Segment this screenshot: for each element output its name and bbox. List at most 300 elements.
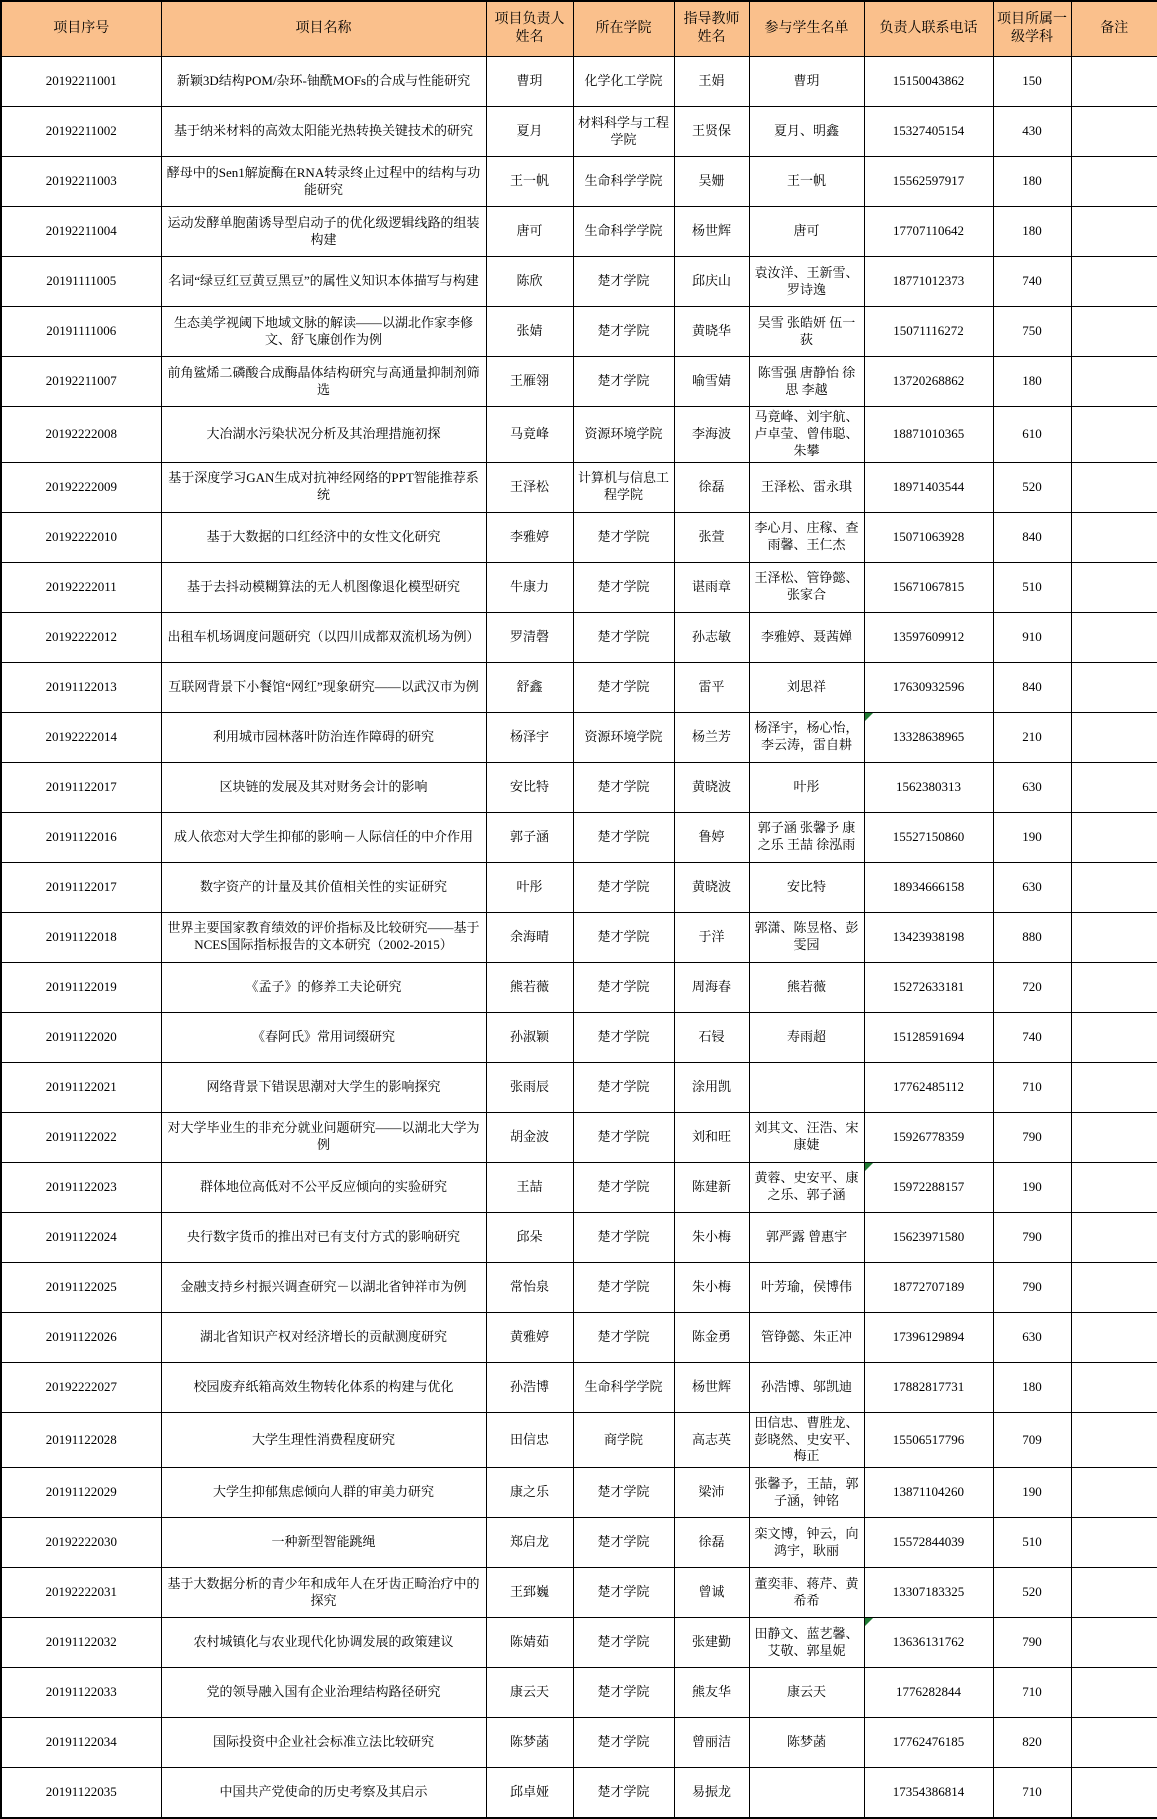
cell-text: 15572844039 bbox=[892, 1534, 965, 1550]
cell-teacher bbox=[674, 307, 749, 357]
cell-text: 17762476185 bbox=[892, 1734, 965, 1750]
cell-discipline bbox=[993, 57, 1071, 107]
cell-leader bbox=[486, 157, 573, 207]
cell-remark bbox=[1071, 1618, 1157, 1668]
cell-text: 190 bbox=[1022, 1484, 1042, 1500]
table-row bbox=[1, 1568, 1157, 1618]
cell-students bbox=[749, 612, 864, 662]
cell-text: 李海波 bbox=[691, 425, 731, 441]
cell-leader bbox=[486, 712, 573, 762]
table-row bbox=[1, 1668, 1157, 1718]
cell-text: 名词“绿豆红豆黄豆黑豆”的属性义知识本体描写与构建 bbox=[168, 273, 479, 289]
cell-name bbox=[161, 1012, 486, 1062]
cell-remark bbox=[1071, 57, 1157, 107]
cell-college bbox=[573, 1518, 674, 1568]
cell-college bbox=[573, 107, 674, 157]
cell-text: 790 bbox=[1022, 1634, 1042, 1650]
cell-seq bbox=[1, 1162, 161, 1212]
table-row bbox=[1, 1618, 1157, 1668]
cell-text: 基于深度学习GAN生成对抗神经网络的PPT智能推荐系统 bbox=[168, 470, 479, 503]
cell-students bbox=[749, 1162, 864, 1212]
table-row bbox=[1, 562, 1157, 612]
cell-discipline bbox=[993, 462, 1071, 512]
cell-teacher bbox=[674, 462, 749, 512]
cell-text: 20191111005 bbox=[46, 273, 117, 289]
cell-name bbox=[161, 662, 486, 712]
cell-text: 寿雨超 bbox=[786, 1028, 826, 1044]
cell-remark bbox=[1071, 712, 1157, 762]
cell-text: 资源环境学院 bbox=[584, 728, 663, 744]
cell-text: 790 bbox=[1022, 1228, 1042, 1244]
cell-text: 鲁婷 bbox=[698, 828, 725, 844]
cell-text: 13328638965 bbox=[892, 728, 965, 744]
cell-text: 王喆 bbox=[516, 1178, 543, 1194]
cell-teacher bbox=[674, 407, 749, 463]
cell-text: 数字资产的计量及其价值相关性的实证研究 bbox=[199, 878, 447, 894]
cell-text: 基于纳米材料的高效太阳能光热转换关键技术的研究 bbox=[173, 123, 473, 139]
cell-leader bbox=[486, 107, 573, 157]
cell-text: 《孟子》的修养工夫论研究 bbox=[245, 978, 402, 994]
cell-text: 互联网背景下小餐馆“网红”现象研究——以武汉市为例 bbox=[168, 678, 479, 694]
cell-text: 叶彤 bbox=[516, 878, 543, 894]
cell-phone bbox=[864, 1312, 993, 1362]
cell-text: 生命科学学院 bbox=[584, 1378, 663, 1394]
cell-text: 王贤保 bbox=[691, 123, 731, 139]
cell-text: 于洋 bbox=[698, 928, 725, 944]
cell-text: 易振龙 bbox=[691, 1784, 731, 1800]
cell-discipline bbox=[993, 407, 1071, 463]
cell-seq bbox=[1, 307, 161, 357]
cell-text: 张雨辰 bbox=[509, 1078, 549, 1094]
cell-text: 杨世辉 bbox=[691, 223, 731, 239]
cell-text: 790 bbox=[1022, 1128, 1042, 1144]
cell-text: 管铮懿、朱正冲 bbox=[760, 1328, 852, 1344]
cell-remark bbox=[1071, 157, 1157, 207]
cell-seq bbox=[1, 57, 161, 107]
cell-text: 新颖3D结构POM/杂环-铀酰MOFs的合成与性能研究 bbox=[176, 73, 471, 89]
cell-remark bbox=[1071, 1062, 1157, 1112]
cell-discipline bbox=[993, 1112, 1071, 1162]
cell-text: 20191122017 bbox=[45, 878, 117, 894]
cell-students bbox=[749, 1718, 864, 1768]
table-row bbox=[1, 107, 1157, 157]
cell-phone bbox=[864, 1668, 993, 1718]
cell-students bbox=[749, 662, 864, 712]
cell-text: 生命科学学院 bbox=[584, 223, 663, 239]
cell-remark bbox=[1071, 512, 1157, 562]
cell-text: 710 bbox=[1022, 1784, 1042, 1800]
cell-text: 网络背景下错误思潮对大学生的影响探究 bbox=[206, 1078, 441, 1094]
table-row bbox=[1, 962, 1157, 1012]
cell-seq bbox=[1, 157, 161, 207]
cell-leader bbox=[486, 562, 573, 612]
error-indicator-triangle-icon bbox=[865, 1618, 873, 1626]
table-row bbox=[1, 357, 1157, 407]
cell-text: 610 bbox=[1022, 425, 1042, 441]
cell-text: 国际投资中企业社会标准立法比较研究 bbox=[212, 1734, 434, 1750]
cell-students bbox=[749, 1668, 864, 1718]
cell-students bbox=[749, 912, 864, 962]
cell-text: 20192211004 bbox=[45, 223, 117, 239]
cell-text: 利用城市园林落叶防治连作障碍的研究 bbox=[212, 728, 434, 744]
cell-phone bbox=[864, 1162, 993, 1212]
cell-college bbox=[573, 1618, 674, 1668]
cell-text: 常怡泉 bbox=[509, 1278, 549, 1294]
cell-text: 金融支持乡村振兴调查研究－以湖北省钟祥市为例 bbox=[180, 1278, 467, 1294]
cell-text: 曾诚 bbox=[698, 1584, 725, 1600]
cell-phone bbox=[864, 1718, 993, 1768]
cell-text: 20191122019 bbox=[45, 978, 117, 994]
cell-text: 20191122035 bbox=[45, 1784, 117, 1800]
cell-discipline bbox=[993, 1718, 1071, 1768]
cell-name bbox=[161, 712, 486, 762]
cell-phone bbox=[864, 912, 993, 962]
cell-teacher bbox=[674, 1212, 749, 1262]
cell-remark bbox=[1071, 1312, 1157, 1362]
cell-text: 对大学毕业生的非充分就业问题研究——以湖北大学为例 bbox=[167, 1120, 480, 1153]
cell-phone bbox=[864, 962, 993, 1012]
table-row bbox=[1, 762, 1157, 812]
cell-teacher bbox=[674, 207, 749, 257]
cell-text: 17354386814 bbox=[892, 1784, 965, 1800]
cell-text: 楚才学院 bbox=[597, 1684, 650, 1700]
cell-text: 朱小梅 bbox=[691, 1228, 731, 1244]
cell-leader bbox=[486, 1012, 573, 1062]
table-row bbox=[1, 1012, 1157, 1062]
cell-phone bbox=[864, 1112, 993, 1162]
cell-students bbox=[749, 1312, 864, 1362]
cell-text: 20192222010 bbox=[45, 528, 117, 544]
cell-remark bbox=[1071, 307, 1157, 357]
cell-name bbox=[161, 1212, 486, 1262]
cell-text: 材料科学与工程学院 bbox=[577, 114, 669, 147]
cell-leader bbox=[486, 1468, 573, 1518]
cell-text: 大冶湖水污染状况分析及其治理措施初探 bbox=[206, 425, 441, 441]
cell-seq bbox=[1, 1112, 161, 1162]
cell-students bbox=[749, 307, 864, 357]
cell-text: 17630932596 bbox=[892, 678, 965, 694]
cell-seq bbox=[1, 812, 161, 862]
cell-text: 楚才学院 bbox=[597, 1328, 650, 1344]
cell-phone bbox=[864, 257, 993, 307]
cell-text: 中国共产党使命的历史考察及其启示 bbox=[219, 1784, 428, 1800]
cell-text: 180 bbox=[1022, 373, 1042, 389]
cell-text: 20192222027 bbox=[45, 1378, 117, 1394]
cell-phone bbox=[864, 157, 993, 207]
cell-text: 基于大数据分析的青少年和成年人在牙齿正畸治疗中的探究 bbox=[167, 1575, 480, 1608]
cell-text: 雷平 bbox=[698, 678, 725, 694]
cell-seq bbox=[1, 1768, 161, 1818]
cell-students bbox=[749, 107, 864, 157]
table-row bbox=[1, 1262, 1157, 1312]
table-row bbox=[1, 712, 1157, 762]
cell-students bbox=[749, 462, 864, 512]
cell-leader bbox=[486, 1518, 573, 1568]
cell-discipline bbox=[993, 1412, 1071, 1468]
cell-text: 王郅巍 bbox=[509, 1584, 549, 1600]
cell-leader bbox=[486, 57, 573, 107]
cell-text: 牛康力 bbox=[509, 578, 549, 594]
cell-text: 夏月、明鑫 bbox=[773, 123, 839, 139]
cell-phone bbox=[864, 812, 993, 862]
cell-name bbox=[161, 107, 486, 157]
cell-text: 18771012373 bbox=[892, 273, 965, 289]
cell-remark bbox=[1071, 912, 1157, 962]
cell-discipline bbox=[993, 157, 1071, 207]
cell-teacher bbox=[674, 612, 749, 662]
cell-text: 630 bbox=[1022, 1328, 1042, 1344]
cell-college bbox=[573, 662, 674, 712]
cell-college bbox=[573, 962, 674, 1012]
cell-text: 630 bbox=[1022, 778, 1042, 794]
cell-teacher bbox=[674, 712, 749, 762]
cell-text: 15671067815 bbox=[892, 578, 965, 594]
cell-text: 邱朵 bbox=[516, 1228, 543, 1244]
cell-teacher bbox=[674, 1618, 749, 1668]
cell-text: 190 bbox=[1022, 1178, 1042, 1194]
cell-text: 陈梦菡 bbox=[509, 1734, 549, 1750]
cell-remark bbox=[1071, 1518, 1157, 1568]
cell-remark bbox=[1071, 207, 1157, 257]
cell-name bbox=[161, 562, 486, 612]
cell-text: 20191122017 bbox=[45, 778, 117, 794]
cell-name bbox=[161, 512, 486, 562]
cell-name bbox=[161, 962, 486, 1012]
cell-teacher bbox=[674, 1568, 749, 1618]
cell-text: 朱小梅 bbox=[691, 1278, 731, 1294]
cell-leader bbox=[486, 1668, 573, 1718]
cell-students bbox=[749, 1212, 864, 1262]
cell-text: 15972288157 bbox=[892, 1178, 965, 1194]
cell-text: 石锓 bbox=[698, 1028, 725, 1044]
cell-text: 张馨予，王喆，郭子涵，钟铭 bbox=[754, 1475, 859, 1508]
cell-text: 15150043862 bbox=[892, 73, 965, 89]
cell-text: 大学生抑郁焦虑倾向人群的审美力研究 bbox=[212, 1484, 434, 1500]
cell-leader bbox=[486, 1162, 573, 1212]
cell-text: 邱庆山 bbox=[691, 273, 731, 289]
cell-teacher bbox=[674, 357, 749, 407]
cell-college bbox=[573, 912, 674, 962]
cell-text: 陈建新 bbox=[691, 1178, 731, 1194]
cell-discipline bbox=[993, 562, 1071, 612]
cell-text: 180 bbox=[1022, 173, 1042, 189]
cell-discipline bbox=[993, 207, 1071, 257]
cell-text: 20192222012 bbox=[45, 628, 117, 644]
cell-text: 田静文、蓝艺馨、艾敬、郭星妮 bbox=[754, 1625, 859, 1658]
column-header-leader: 项目负责人姓名 bbox=[486, 1, 573, 57]
cell-leader bbox=[486, 407, 573, 463]
cell-text: 邱卓娅 bbox=[509, 1784, 549, 1800]
cell-seq bbox=[1, 207, 161, 257]
cell-seq bbox=[1, 1012, 161, 1062]
cell-text: 840 bbox=[1022, 678, 1042, 694]
cell-teacher bbox=[674, 57, 749, 107]
cell-name bbox=[161, 1568, 486, 1618]
cell-text: 《春阿氏》常用词缀研究 bbox=[251, 1028, 395, 1044]
cell-remark bbox=[1071, 1668, 1157, 1718]
cell-text: 20191122029 bbox=[45, 1484, 117, 1500]
cell-teacher bbox=[674, 662, 749, 712]
cell-teacher bbox=[674, 1668, 749, 1718]
cell-text: 楚才学院 bbox=[597, 528, 650, 544]
error-indicator-triangle-icon bbox=[865, 713, 873, 721]
table-row bbox=[1, 1212, 1157, 1262]
cell-text: 15272633181 bbox=[892, 978, 965, 994]
cell-seq bbox=[1, 1062, 161, 1112]
cell-students bbox=[749, 1412, 864, 1468]
table-row bbox=[1, 1768, 1157, 1818]
cell-discipline bbox=[993, 1518, 1071, 1568]
cell-text: 生命科学学院 bbox=[584, 173, 663, 189]
cell-leader bbox=[486, 612, 573, 662]
error-indicator-triangle-icon bbox=[865, 1163, 873, 1171]
cell-text: 化学化工学院 bbox=[584, 73, 663, 89]
cell-phone bbox=[864, 1412, 993, 1468]
cell-discipline bbox=[993, 1668, 1071, 1718]
cell-text: 180 bbox=[1022, 1378, 1042, 1394]
cell-students bbox=[749, 1012, 864, 1062]
cell-remark bbox=[1071, 257, 1157, 307]
cell-text: 20192222008 bbox=[45, 425, 117, 441]
cell-seq bbox=[1, 107, 161, 157]
cell-text: 20192222011 bbox=[45, 578, 117, 594]
cell-remark bbox=[1071, 1768, 1157, 1818]
cell-seq bbox=[1, 1618, 161, 1668]
table-row bbox=[1, 1112, 1157, 1162]
cell-name bbox=[161, 1262, 486, 1312]
cell-text: 区块链的发展及其对财务会计的影响 bbox=[219, 778, 428, 794]
cell-text: 陈婧茹 bbox=[509, 1634, 549, 1650]
cell-text: 孙浩博、邬凯迪 bbox=[760, 1378, 852, 1394]
cell-teacher bbox=[674, 1262, 749, 1312]
cell-text: 楚才学院 bbox=[597, 1228, 650, 1244]
cell-text: 梁沛 bbox=[698, 1484, 725, 1500]
cell-text: 黄晓波 bbox=[691, 778, 731, 794]
cell-text: 黄雅婷 bbox=[509, 1328, 549, 1344]
cell-discipline bbox=[993, 762, 1071, 812]
cell-name bbox=[161, 1362, 486, 1412]
cell-text: 楚才学院 bbox=[597, 1584, 650, 1600]
table-row bbox=[1, 57, 1157, 107]
cell-teacher bbox=[674, 1162, 749, 1212]
cell-text: 18772707189 bbox=[892, 1278, 965, 1294]
cell-phone bbox=[864, 1618, 993, 1668]
cell-text: 510 bbox=[1022, 1534, 1042, 1550]
cell-text: 150 bbox=[1022, 73, 1042, 89]
cell-text: 生态美学视阈下地域文脉的解读——以湖北作家李修文、舒飞廉创作为例 bbox=[173, 314, 473, 347]
cell-leader bbox=[486, 357, 573, 407]
cell-text: 陈金勇 bbox=[691, 1328, 731, 1344]
cell-text: 杨泽宇，杨心怡，李云涛，雷自耕 bbox=[754, 720, 859, 753]
cell-college bbox=[573, 357, 674, 407]
cell-students bbox=[749, 1568, 864, 1618]
cell-students bbox=[749, 57, 864, 107]
cell-text: 熊若薇 bbox=[786, 978, 826, 994]
cell-teacher bbox=[674, 157, 749, 207]
cell-discipline bbox=[993, 912, 1071, 962]
cell-text: 楚才学院 bbox=[597, 828, 650, 844]
cell-text: 840 bbox=[1022, 528, 1042, 544]
cell-text: 运动发酵单胞菌诱导型启动子的优化级逻辑线路的组装构建 bbox=[167, 214, 480, 247]
cell-text: 楚才学院 bbox=[597, 1484, 650, 1500]
cell-phone bbox=[864, 1362, 993, 1412]
cell-text: 20192211003 bbox=[45, 173, 117, 189]
cell-text: 吴雪 张皓妍 伍一荻 bbox=[757, 314, 856, 347]
cell-text: 王泽松、雷永琪 bbox=[760, 478, 852, 494]
cell-text: 楚才学院 bbox=[597, 273, 650, 289]
cell-text: 董奕菲、蒋芹、黄希希 bbox=[754, 1575, 859, 1608]
cell-name bbox=[161, 207, 486, 257]
cell-name bbox=[161, 1162, 486, 1212]
cell-discipline bbox=[993, 107, 1071, 157]
cell-students bbox=[749, 712, 864, 762]
table-row bbox=[1, 612, 1157, 662]
table-row bbox=[1, 407, 1157, 463]
column-header-name: 项目名称 bbox=[161, 1, 486, 57]
cell-text: 1776282844 bbox=[896, 1684, 961, 1700]
cell-phone bbox=[864, 407, 993, 463]
cell-text: 13636131762 bbox=[892, 1634, 965, 1650]
cell-remark bbox=[1071, 1262, 1157, 1312]
cell-discipline bbox=[993, 1212, 1071, 1262]
table-row bbox=[1, 1412, 1157, 1468]
cell-discipline bbox=[993, 812, 1071, 862]
cell-text: 楚才学院 bbox=[597, 678, 650, 694]
cell-seq bbox=[1, 1568, 161, 1618]
cell-text: 郭严露 曾惠宇 bbox=[765, 1228, 848, 1244]
cell-phone bbox=[864, 1768, 993, 1818]
cell-text: 黄晓波 bbox=[691, 878, 731, 894]
cell-college bbox=[573, 1062, 674, 1112]
cell-text: 710 bbox=[1022, 1078, 1042, 1094]
column-header-discipline: 项目所属一级学科 bbox=[993, 1, 1071, 57]
header-row bbox=[1, 1, 1157, 57]
cell-leader bbox=[486, 1362, 573, 1412]
cell-remark bbox=[1071, 357, 1157, 407]
cell-text: 康之乐 bbox=[509, 1484, 549, 1500]
cell-remark bbox=[1071, 962, 1157, 1012]
cell-text: 夏月 bbox=[516, 123, 543, 139]
cell-text: 曹玥 bbox=[516, 73, 543, 89]
cell-discipline bbox=[993, 612, 1071, 662]
table-row bbox=[1, 512, 1157, 562]
cell-text: 20192222030 bbox=[45, 1534, 117, 1550]
cell-remark bbox=[1071, 662, 1157, 712]
cell-name bbox=[161, 812, 486, 862]
cell-students bbox=[749, 357, 864, 407]
cell-name bbox=[161, 1412, 486, 1468]
cell-name bbox=[161, 762, 486, 812]
cell-text: 17882817731 bbox=[892, 1378, 965, 1394]
cell-leader bbox=[486, 512, 573, 562]
cell-text: 郭潇、陈昱格、彭雯园 bbox=[754, 920, 859, 953]
cell-seq bbox=[1, 512, 161, 562]
cell-text: 520 bbox=[1022, 478, 1042, 494]
cell-phone bbox=[864, 1568, 993, 1618]
cell-students bbox=[749, 762, 864, 812]
cell-text: 楚才学院 bbox=[597, 778, 650, 794]
cell-teacher bbox=[674, 1768, 749, 1818]
cell-students bbox=[749, 1062, 864, 1112]
cell-college bbox=[573, 1262, 674, 1312]
cell-name bbox=[161, 407, 486, 463]
cell-text: 510 bbox=[1022, 578, 1042, 594]
cell-text: 农村城镇化与农业现代化协调发展的政策建议 bbox=[193, 1634, 454, 1650]
cell-teacher bbox=[674, 962, 749, 1012]
cell-students bbox=[749, 512, 864, 562]
cell-text: 康云天 bbox=[786, 1684, 826, 1700]
cell-seq bbox=[1, 257, 161, 307]
